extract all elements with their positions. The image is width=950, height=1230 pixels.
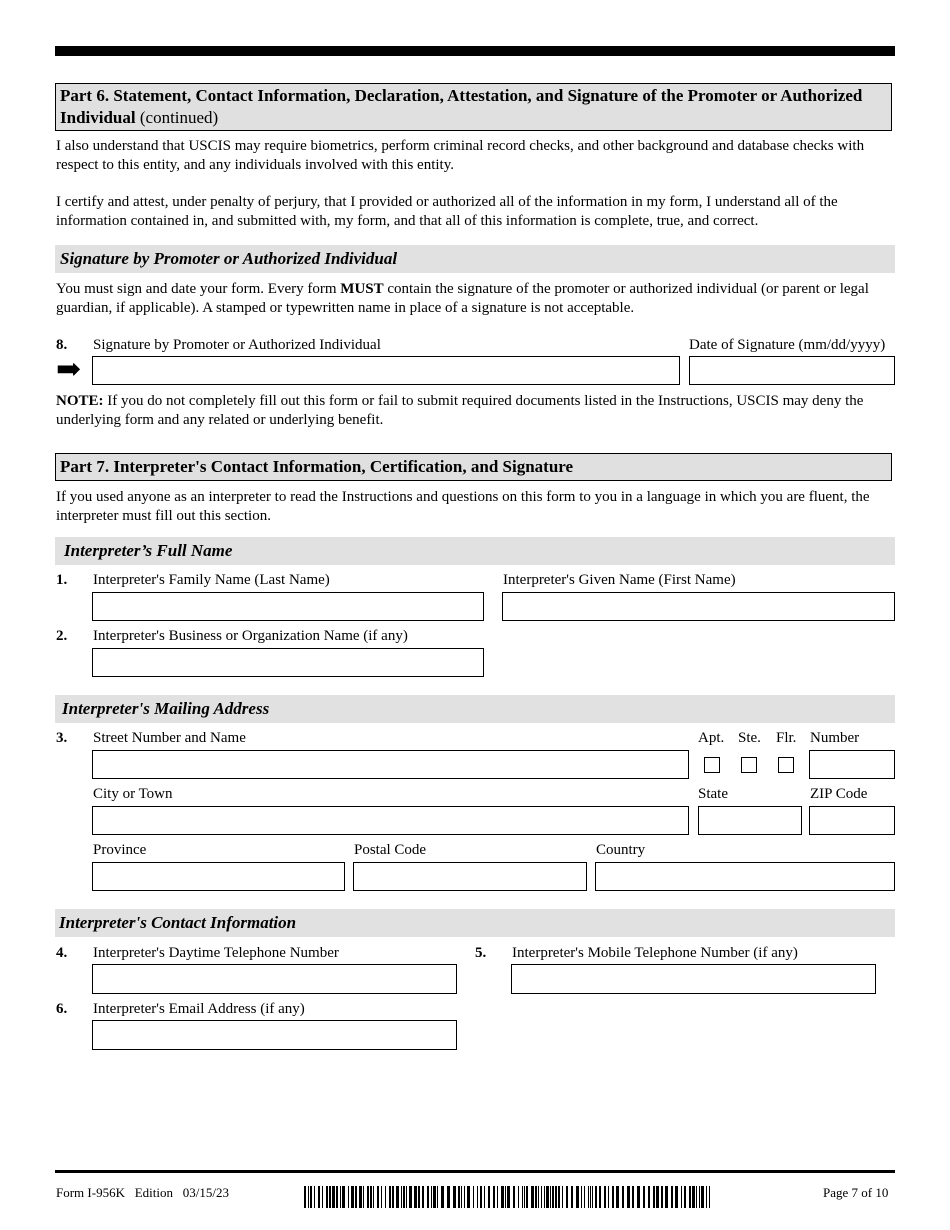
part6-title-continued: (continued) [139, 108, 219, 127]
part7-intro: If you used anyone as an interpreter to read the Instructions and questions on this form to you in a language in which you are fluent, the interpreter must fill out this section. [56, 489, 870, 524]
state-label: State [698, 786, 728, 802]
part6-header [55, 83, 892, 131]
zip-label: ZIP Code [810, 786, 868, 802]
mobile-phone-input[interactable] [511, 964, 876, 994]
unit-number-input[interactable] [809, 750, 895, 779]
flr-checkbox[interactable] [778, 757, 794, 773]
email-input[interactable] [92, 1020, 457, 1050]
signature-arrow-icon: ➡ [56, 353, 82, 386]
signature-date-field[interactable] [689, 356, 895, 385]
daytime-phone-input[interactable] [92, 964, 457, 994]
city-label: City or Town [93, 786, 173, 802]
barcode-bars [304, 1186, 710, 1208]
part6-paragraph-2: I certify and attest, under penalty of perjury, that I provided or authorized all of the information in my form, I understand all of the information contained in, and submitted with, my form, and that all of this information is complete, true, and correct. [56, 194, 838, 229]
barcode [304, 1186, 714, 1208]
business-name-input[interactable] [92, 648, 484, 677]
signature-instructions: You must sign and date your form. Every form MUST contain the signature of the promoter or authorized individual (or parent or legal guardian, if applicable). A stamped or typewritten name in place of a signature is not acceptable. [56, 281, 869, 316]
item-2-number: 2. [56, 628, 68, 644]
city-input[interactable] [92, 806, 689, 835]
mobile-phone-label: Interpreter's Mobile Telephone Number (if any) [512, 945, 798, 961]
province-label: Province [93, 842, 147, 858]
item-5-number: 5. [475, 945, 487, 961]
page-number: Page 7 of 10 [823, 1185, 889, 1200]
number-label: Number [810, 730, 860, 746]
form-edition: Form I-956K Edition 03/15/23 [56, 1185, 229, 1200]
province-input[interactable] [92, 862, 345, 891]
note-paragraph: NOTE: If you do not completely fill out this form or fail to submit required documents listed in the Instructions, USCIS may deny the underlying form and any related or underlying benefit. [56, 393, 864, 428]
apt-checkbox[interactable] [704, 757, 720, 773]
family-name-label: Interpreter's Family Name (Last Name) [93, 572, 330, 588]
state-select[interactable] [698, 806, 802, 835]
part6-title: Part 6. Statement, Contact Information, Declaration, Attestation, and Signature of the Promoter or Authorized Individual [60, 86, 863, 127]
contact-info-section-header: Interpreter's Contact Information [55, 909, 895, 937]
item-4-number: 4. [56, 945, 68, 961]
daytime-phone-label: Interpreter's Daytime Telephone Number [93, 945, 339, 961]
footer-rule [55, 1170, 895, 1173]
mailing-address-section-header: Interpreter's Mailing Address [55, 695, 895, 723]
country-input[interactable] [595, 862, 895, 891]
postal-code-input[interactable] [353, 862, 587, 891]
signature-label: Signature by Promoter or Authorized Individual [93, 337, 381, 353]
zip-input[interactable] [809, 806, 895, 835]
business-name-label: Interpreter's Business or Organization Name (if any) [93, 628, 408, 644]
street-input[interactable] [92, 750, 689, 779]
ste-checkbox[interactable] [741, 757, 757, 773]
full-name-section-header: Interpreter’s Full Name [55, 537, 895, 565]
ste-label: Ste. [738, 730, 761, 746]
item-3-number: 3. [56, 730, 68, 746]
signature-section-header: Signature by Promoter or Authorized Individual [55, 245, 895, 273]
top-rule [55, 46, 895, 56]
item-6-number: 6. [56, 1001, 68, 1017]
country-label: Country [596, 842, 646, 858]
signature-field[interactable] [92, 356, 680, 385]
postal-code-label: Postal Code [354, 842, 427, 858]
email-label: Interpreter's Email Address (if any) [93, 1001, 305, 1017]
given-name-label: Interpreter's Given Name (First Name) [503, 572, 736, 588]
signature-date-label: Date of Signature (mm/dd/yyyy) [689, 337, 886, 353]
flr-label: Flr. [776, 730, 797, 746]
family-name-input[interactable] [92, 592, 484, 621]
part6-paragraph-1: I also understand that USCIS may require biometrics, perform criminal record checks, and other background and database checks with respect to this entity, and any individuals involved with this entity. [56, 138, 865, 173]
street-label: Street Number and Name [93, 730, 246, 746]
apt-label: Apt. [698, 730, 725, 746]
item-1-number: 1. [56, 572, 68, 588]
item-8-number: 8. [56, 337, 68, 353]
given-name-input[interactable] [502, 592, 895, 621]
part7-header: Part 7. Interpreter's Contact Information, Certification, and Signature [55, 453, 892, 481]
